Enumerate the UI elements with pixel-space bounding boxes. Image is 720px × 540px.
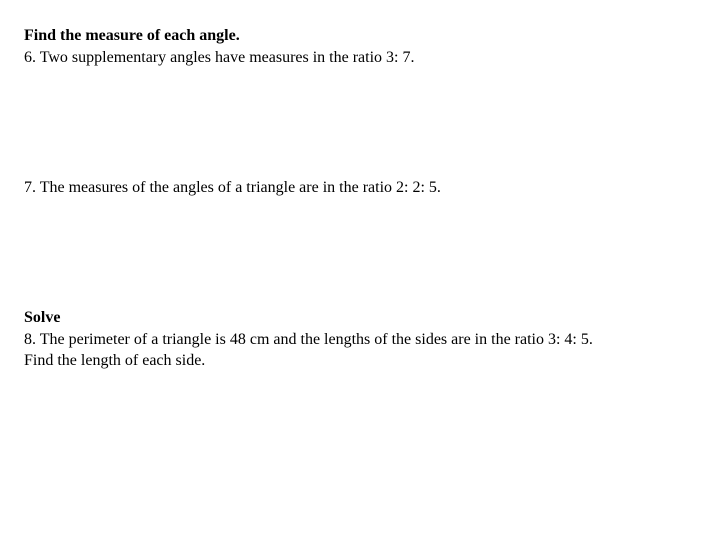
problem-8-question: Find the length of each side. [24, 352, 206, 369]
section-heading-angles: Find the measure of each angle. [24, 27, 240, 44]
problem-8-text: 8. The perimeter of a triangle is 48 cm and the lengths of the sides are in the ratio 3: 4: 5. [24, 331, 593, 348]
section-heading-solve: Solve [24, 309, 61, 326]
problem-7-text: 7. The measures of the angles of a triangle are in the ratio 2: 2: 5. [24, 179, 441, 196]
problem-6-text: 6. Two supplementary angles have measures in the ratio 3: 7. [24, 49, 415, 66]
